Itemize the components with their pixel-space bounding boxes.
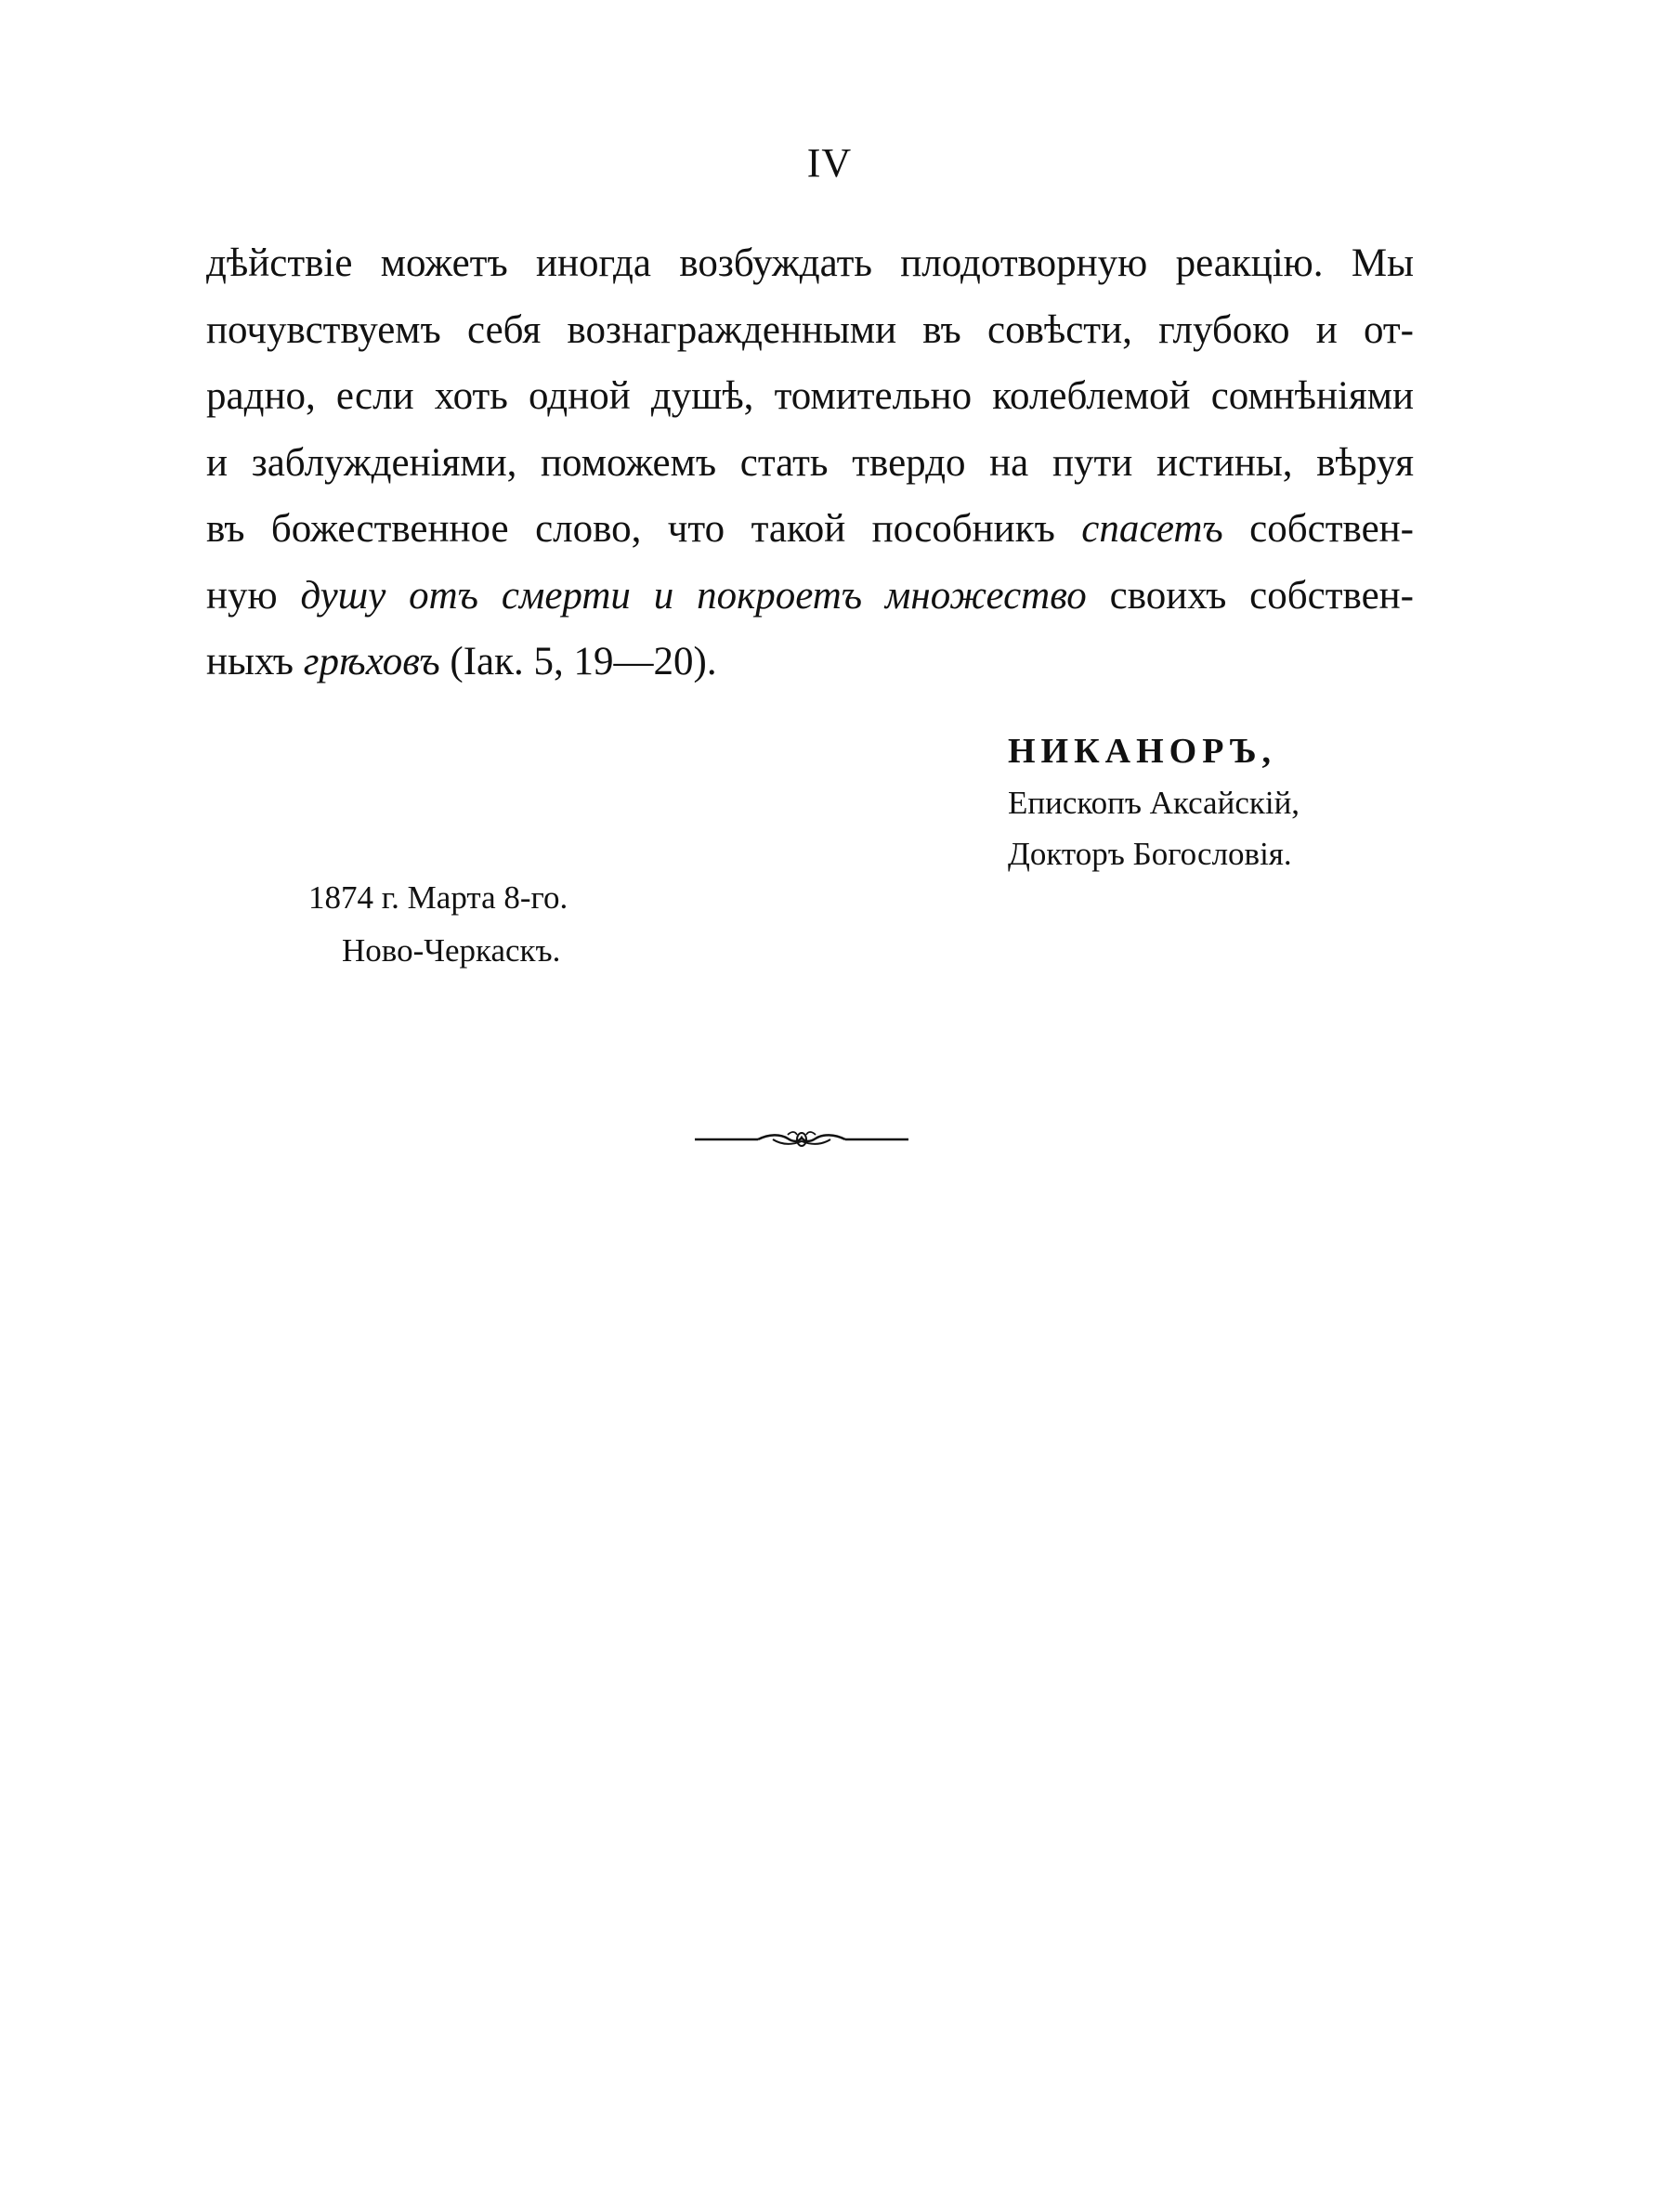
text-segment: (Iак. 5, 19—20). <box>439 640 717 683</box>
text-segment: почувствуемъ себя вознагражденными въ совѣсти, глубоко и от- <box>206 307 1414 352</box>
dateline-date: 1874 г. Марта 8-го. <box>308 879 568 916</box>
italic-text: грѣховъ <box>303 640 440 683</box>
text-line <box>206 629 1414 696</box>
text-segment: и заблужденіями, поможемъ стать твердо на пути истины, вѣруя <box>206 440 1414 485</box>
text-line <box>206 230 1414 297</box>
text-segment: собствен- <box>1222 507 1414 551</box>
text-line <box>206 563 1414 630</box>
signature-degree: Докторъ Богословія. <box>1008 836 1292 872</box>
text-line <box>206 363 1414 430</box>
dateline-place: Ново-Черкаскъ. <box>342 932 561 969</box>
signature-title: Епископъ Аксайскій, <box>1008 785 1300 821</box>
text-segment: радно, если хоть одной душѣ, томительно колеблемой сомнѣніями <box>206 374 1414 418</box>
signature-name: НИКАНОРЪ, <box>1008 732 1277 771</box>
text-line <box>206 496 1414 563</box>
decorative-rule-ornament-icon <box>695 1126 908 1153</box>
page-number: IV <box>806 140 853 186</box>
text-line <box>206 297 1414 364</box>
text-segment: въ божественное слово, что такой пособникъ <box>206 507 1082 551</box>
italic-text: душу отъ смерти и покроетъ множество <box>300 573 1087 618</box>
text-segment: дѣйствіе можетъ иногда возбуждать плодотворную реакцію. Мы <box>206 241 1414 285</box>
text-line <box>206 430 1414 497</box>
text-segment: ныхъ <box>206 640 304 683</box>
italic-text: спасетъ <box>1081 507 1223 551</box>
signature-block <box>1008 726 1300 879</box>
body-paragraph <box>206 230 1414 696</box>
text-segment: своихъ собствен- <box>1086 573 1414 618</box>
text-segment: ную <box>206 573 301 618</box>
dateline-block <box>308 871 568 977</box>
